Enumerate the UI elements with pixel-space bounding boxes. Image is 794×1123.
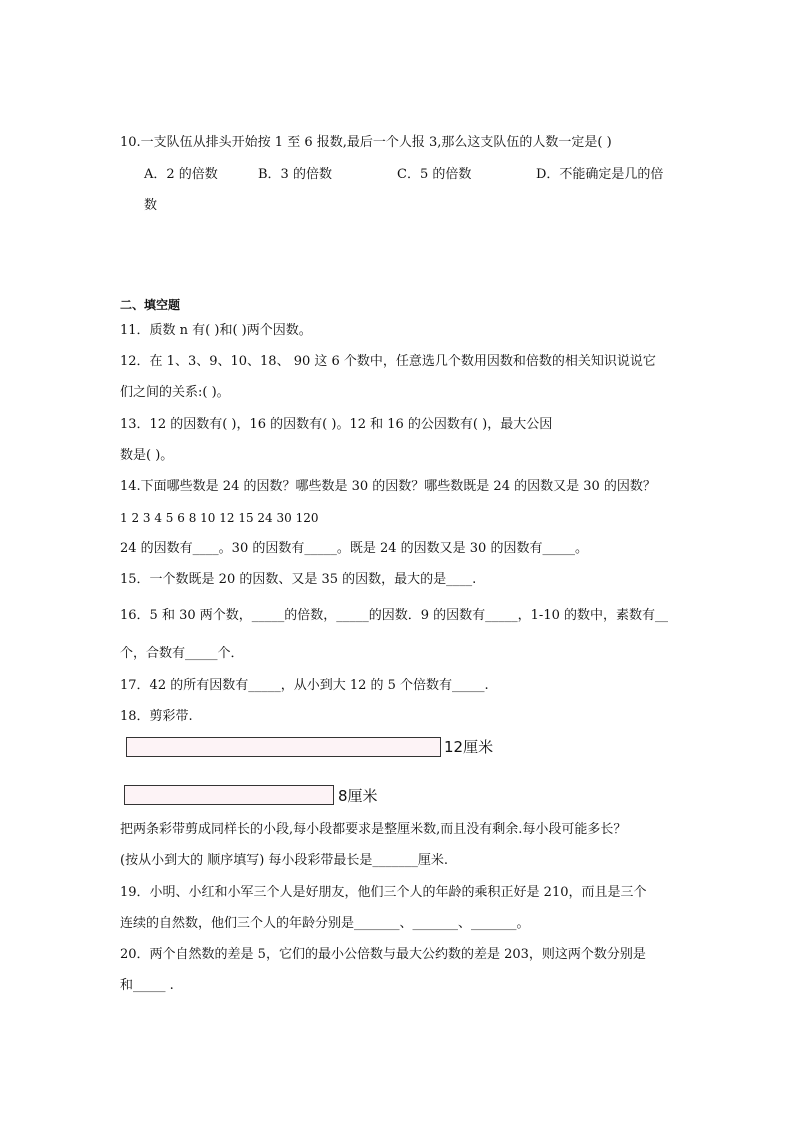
q14-line-3: 24 的因数有____。30 的因数有_____。既是 24 的因数又是 30 的因数有_____。 [120, 541, 588, 556]
q10-option-a: A．2 的倍数 [144, 167, 218, 182]
q19-line-1: 19．小明、小红和小军三个人是好朋友，他们三个人的年龄的乘积正好是 210，而且是三个 [120, 885, 647, 900]
q10-option-b: B．3 的倍数 [258, 167, 332, 182]
q13-line-2: 数是( )。 [120, 448, 174, 463]
q10-option-d: D．不能确定是几的倍 [536, 167, 664, 182]
ribbon-8cm-label: 8厘米 [338, 787, 378, 805]
q10-stem: 10.一支队伍从排头开始按 1 至 6 报数,最后一个人报 3,那么这支队伍的人数一定是( ) [120, 135, 612, 150]
q16-line-1: 16．5 和 30 两个数，_____的倍数，_____的因数．9 的因数有_____，1-10 的数中，素数有__ [120, 608, 668, 623]
q16-line-2: 个，合数有_____个． [120, 646, 244, 661]
ribbon-12cm-label: 12厘米 [444, 738, 494, 756]
q18-line-1: 把两条彩带剪成同样长的小段,每小段都要求是整厘米数,而且没有剩余.每小段可能多长？ [120, 822, 627, 837]
q14-line-1: 14.下面哪些数是 24 的因数？哪些数是 30 的因数？哪些数既是 24 的因数又是 30 的因数？ [120, 479, 656, 494]
q19-line-2: 连续的自然数，他们三个人的年龄分别是_______、_______、_______。 [120, 916, 530, 931]
ribbon-12cm [126, 737, 441, 757]
q14-number-list: 1 2 3 4 5 6 8 10 12 15 24 30 120 [120, 511, 319, 525]
q12-line-2: 们之间的关系:( )。 [120, 385, 230, 400]
q10-option-c: C．5 的倍数 [397, 167, 472, 182]
ribbon-8cm [124, 785, 334, 805]
q13-line-1: 13．12 的因数有( )，16 的因数有( )。12 和 16 的公因数有( )，最大公因 [120, 417, 553, 432]
q11-text: 11．质数 n 有( )和( )两个因数。 [120, 323, 312, 338]
q15-text: 15．一个数既是 20 的因数、又是 35 的因数，最大的是____. [120, 572, 477, 587]
section-title-fill-in: 二、填空题 [120, 298, 181, 312]
q20-line-2: 和_____ . [120, 978, 174, 993]
q18-title: 18．剪彩带. [120, 709, 193, 724]
q10-option-d-continued: 数 [144, 198, 158, 213]
q12-line-1: 12．在 1、3、9、10、18、 90 这 6 个数中，任意选几个数用因数和倍数的相关知识说说它 [120, 354, 656, 369]
q17-text: 17．42 的所有因数有_____，从小到大 12 的 5 个倍数有_____. [120, 678, 489, 693]
q20-line-1: 20．两个自然数的差是 5，它们的最小公倍数与最大公约数的差是 203，则这两个数分别是 [120, 947, 646, 962]
q18-line-2: (按从小到大的 顺序填写) 每小段彩带最长是_______厘米. [120, 853, 449, 868]
